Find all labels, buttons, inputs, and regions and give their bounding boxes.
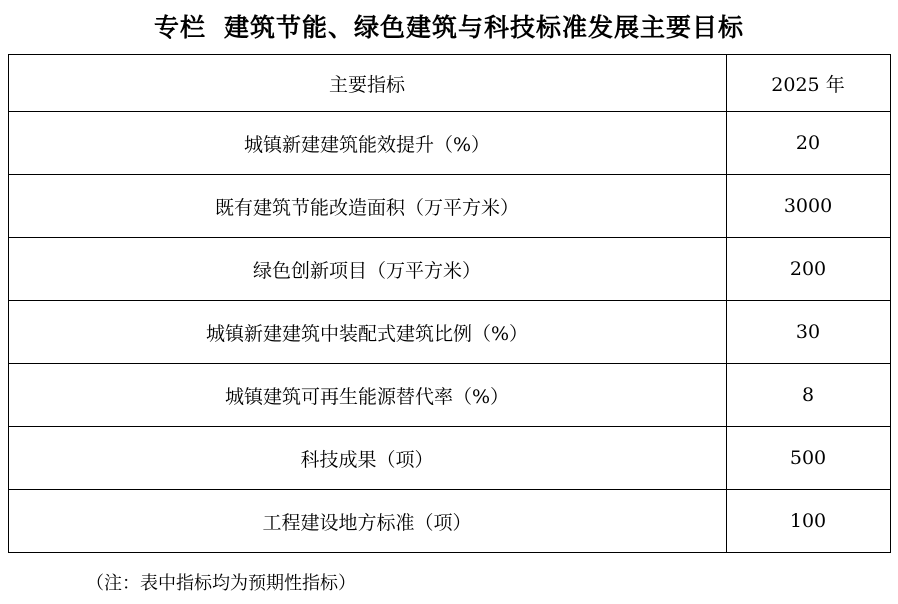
row-value: 100 (726, 490, 890, 553)
row-value: 3000 (726, 175, 890, 238)
table-row (8, 112, 890, 175)
row-label: 城镇新建建筑中装配式建筑比例（%） (8, 301, 726, 364)
row-label: 工程建设地方标准（项） (8, 490, 726, 553)
page-title-text: 建筑节能、绿色建筑与科技标准发展主要目标 (224, 13, 745, 42)
table-row (8, 364, 890, 427)
row-value: 20 (726, 112, 890, 175)
table-row (8, 301, 890, 364)
row-label: 绿色创新项目（万平方米） (8, 238, 726, 301)
table-note: （注：表中指标均为预期性指标） (86, 573, 356, 594)
row-label: 城镇新建建筑能效提升（%） (8, 112, 726, 175)
metrics-table (8, 54, 891, 553)
table-row (8, 490, 890, 553)
row-value: 30 (726, 301, 890, 364)
row-label: 科技成果（项） (8, 427, 726, 490)
row-label: 既有建筑节能改造面积（万平方米） (8, 175, 726, 238)
column-header-indicator: 主要指标 (8, 55, 726, 112)
page-title (0, 0, 898, 54)
table-row (8, 238, 890, 301)
table-row (8, 175, 890, 238)
table-row (8, 427, 890, 490)
page-title-lead: 专栏 (153, 13, 206, 42)
row-label: 城镇建筑可再生能源替代率（%） (8, 364, 726, 427)
table-header-row (8, 55, 890, 112)
row-value: 200 (726, 238, 890, 301)
column-header-year: 2025 年 (726, 55, 890, 112)
row-value: 500 (726, 427, 890, 490)
row-value: 8 (726, 364, 890, 427)
